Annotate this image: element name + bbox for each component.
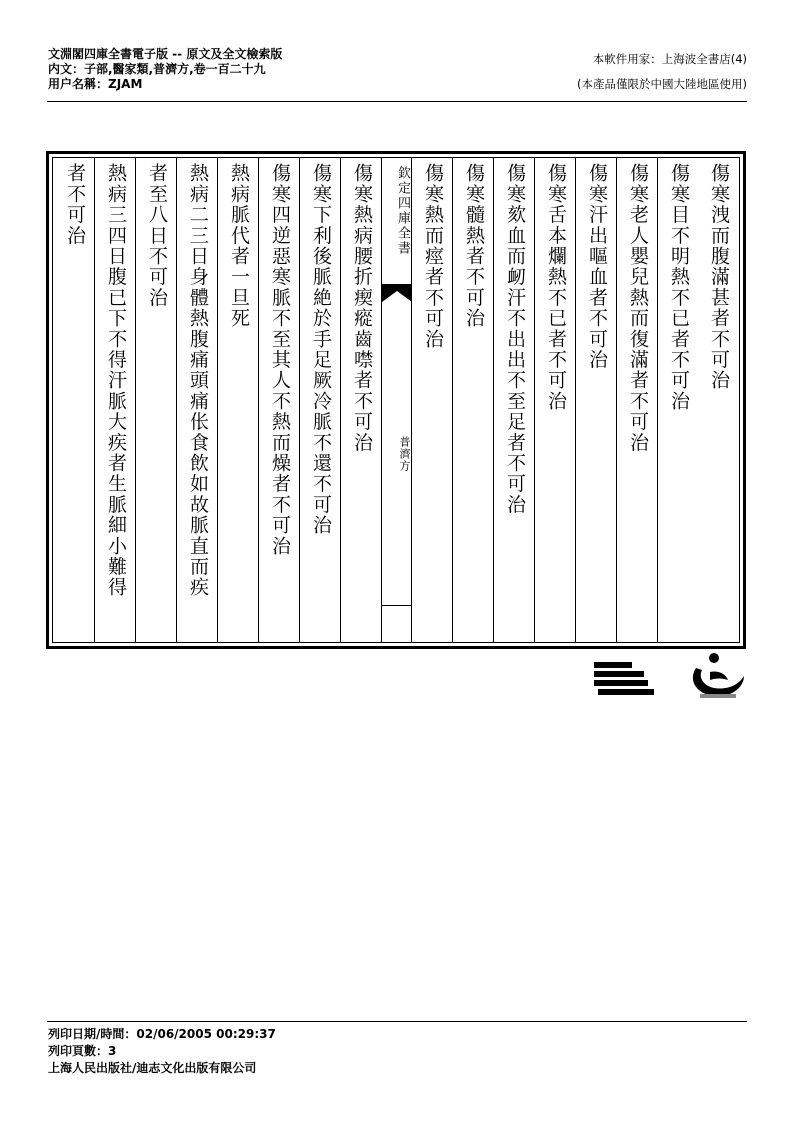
header-left — [48, 47, 282, 92]
text-column-13: 熱病二三日身體熱腹痛頭痛伥食飲如故脈直而疾 — [176, 158, 218, 642]
text-column-12: 熱病脈代者一旦死 — [217, 158, 259, 642]
text-column-14: 者至八日不可治 — [135, 158, 177, 642]
print-datetime: 列印日期/時間：02/06/2005 00:29:37 — [48, 1027, 276, 1041]
footer-rule — [47, 1021, 747, 1022]
text-column-1: 傷寒洩而腹滿甚者不可治 — [708, 163, 730, 391]
column-grid — [52, 157, 740, 643]
print-page-count: 列印頁數：3 — [48, 1044, 117, 1058]
text-column-6: 傷寒欬血而衂汗不出出不至足者不可治 — [493, 158, 535, 642]
center-fold-column — [381, 158, 412, 642]
text-column-9: 傷寒熱病腰折瘈瘲齒噤者不可治 — [340, 158, 382, 642]
header-title: 文淵閣四庫全書電子版 -- 原文及全文檢索版 — [48, 47, 283, 61]
text-column-8: 傷寒熱而痙者不可治 — [411, 158, 453, 642]
text-column-16: 者不可治 — [52, 158, 95, 642]
text-column-5: 傷寒舌本爛熱不已者不可治 — [534, 158, 576, 642]
center-page-rule — [382, 605, 412, 606]
publisher-logo-seal-icon — [688, 650, 746, 702]
header-rule — [47, 101, 747, 102]
text-column-4: 傷寒汗出嘔血者不可治 — [575, 158, 617, 642]
center-book-title: 欽定四庫全書 — [395, 166, 410, 256]
text-column-3: 傷寒老人嬰兒熱而復滿者不可治 — [616, 158, 658, 642]
page-frame — [46, 151, 746, 649]
text-column-15: 熱病三四日腹已下不得汗脈大疾者生脈細小難得 — [94, 158, 136, 642]
header-content-path: 内文：子部,醫家類,普濟方,卷一百二十九 — [48, 62, 266, 76]
header-licensee: 本軟件用家：上海波全書店(4) — [592, 52, 747, 66]
header-username: 用户名稱：ZJAM — [48, 77, 143, 91]
header-region-note: (本產品僅限於中國大陸地區使用) — [577, 77, 747, 91]
text-column-2: 傷寒目不明熱不已者不可治 — [657, 158, 699, 642]
text-column-7: 傷寒髓熱者不可治 — [452, 158, 494, 642]
publisher-logo-stripes-icon — [594, 662, 654, 698]
text-column-10: 傷寒下利後脈絶於手足厥冷脈不還不可治 — [299, 158, 341, 642]
fish-tail-mark — [382, 284, 412, 302]
header-right — [577, 47, 747, 97]
text-column-11: 傷寒四逆惡寒脈不至其人不熱而燥者不可治 — [258, 158, 300, 642]
center-volume-title: 普濟方 — [398, 436, 411, 472]
publisher-credit: 上海人民出版社/迪志文化出版有限公司 — [48, 1061, 257, 1075]
footer — [48, 1026, 276, 1077]
